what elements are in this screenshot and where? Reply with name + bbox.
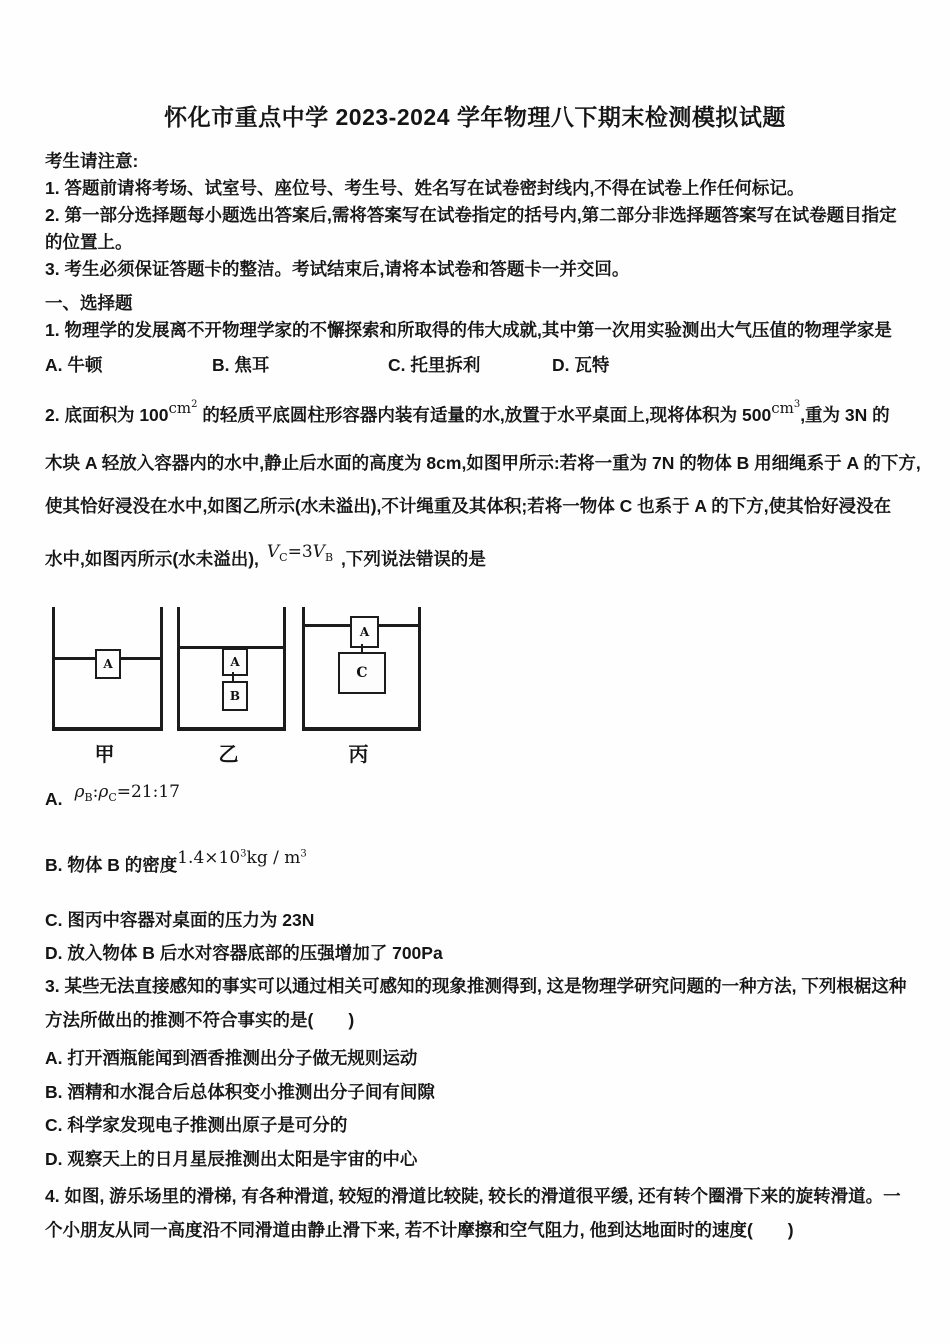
vessel-yi xyxy=(177,607,286,731)
q3-option-c: C. 科学家发现电子推测出原子是可分的 xyxy=(45,1115,348,1135)
q1-option-a: A. 牛顿 xyxy=(45,355,103,375)
q2-option-b-label: B. 物体 B 的密度 xyxy=(45,855,178,875)
q2-stem-line-1 xyxy=(45,399,905,427)
q3-option-a: A. 打开酒瓶能闻到酒香推测出分子做无规则运动 xyxy=(45,1048,418,1068)
q2-option-b-formula xyxy=(177,848,307,868)
formula-rho1: ρ xyxy=(74,782,85,802)
q2-stem-line-2: 木块 A 轻放入容器内的水中,静止后水面的高度为 8cm,如图甲所示:若将一重为 7N 的物体 B 用细绳系于 A 的下方, xyxy=(45,453,921,473)
q3-option-b: B. 酒精和水混合后总体积变小推测出分子间有间隙 xyxy=(45,1082,435,1102)
q2-option-c: C. 图丙中容器对桌面的压力为 23N xyxy=(45,910,315,930)
q2-stem-text: 的轻质平底圆柱形容器内装有适量的水,放置于水平桌面上,现将体积为 500 xyxy=(197,405,772,425)
notice-heading: 考生请注意: xyxy=(45,151,139,171)
figure-label-yi: 乙 xyxy=(218,744,239,766)
figure-label-jia: 甲 xyxy=(94,744,115,766)
formula-v1: V xyxy=(266,542,280,562)
q2-option-a-formula xyxy=(75,782,181,802)
formula-exp2: 3 xyxy=(300,848,307,860)
block-c: C xyxy=(338,652,386,694)
formula-ratio: =21:17 xyxy=(116,782,180,802)
q3-stem-line-1: 3. 某些无法直接感知的事实可以通过相关可感知的现象推测得到, 这是物理学研究问题的一种方法, 下列根椐这种 xyxy=(45,976,907,996)
q2-option-b xyxy=(45,848,905,877)
block-b: B xyxy=(222,681,248,711)
q2-stem-line-4 xyxy=(45,542,905,573)
q2-area-unit xyxy=(169,399,198,417)
q2-stem-text: ,重为 3N 的 xyxy=(800,405,890,425)
q1-options xyxy=(45,354,905,376)
q2-stem-text: ,下列说法错误的是 xyxy=(341,549,486,569)
q1-option-d: D. 瓦特 xyxy=(552,355,610,375)
q2-option-a xyxy=(45,782,905,813)
q2-volume-unit-exp: 3 xyxy=(793,399,801,410)
notice-line-3: 3. 考生必须保证答题卡的整洁。考试结束后,请将本试卷和答题卡一并交回。 xyxy=(45,259,630,279)
q2-volume-unit-base: cm xyxy=(771,399,794,417)
formula-v1-sub: C xyxy=(279,551,288,564)
q2-volume-unit xyxy=(771,399,800,417)
q2-stem-line-3: 使其恰好浸没在水中,如图乙所示(水未溢出),不计绳重及其体积;若将一物体 C 也系于 A 的下方,使其恰好浸没在 xyxy=(45,496,892,516)
q2-option-a-label: A. xyxy=(45,789,63,809)
q3-stem-line-2: 方法所做出的推测不符合事实的是( ) xyxy=(45,1010,355,1030)
q2-figure xyxy=(45,604,905,769)
q1-option-b: B. 焦耳 xyxy=(212,355,270,375)
q1-stem: 1. 物理学的发展离不开物理学家的不懈探索和所取得的伟大成就,其中第一次用实验测出大气压值的物理学家是 xyxy=(45,320,892,340)
q4-stem-line-1: 4. 如图, 游乐场里的滑梯, 有各种滑道, 较短的滑道比较陡, 较长的滑道很平缓, 还有转个圈滑下来的旋转滑道。一 xyxy=(45,1186,901,1206)
q3-option-d: D. 观察天上的日月星辰推测出太阳是宇宙的中心 xyxy=(45,1149,418,1169)
formula-colon: : xyxy=(92,782,99,802)
figure-label-bing: 丙 xyxy=(348,744,369,766)
section-heading: 一、选择题 xyxy=(45,293,133,313)
block-a: A xyxy=(350,616,379,648)
formula-v2-sub: B xyxy=(324,551,334,564)
q2-volume-formula xyxy=(267,542,333,562)
formula-rho1-sub: B xyxy=(84,791,93,804)
formula-v2: V xyxy=(312,542,325,562)
q2-area-unit-exp: 2 xyxy=(191,399,198,410)
q2-option-d: D. 放入物体 B 后水对容器底部的压强增加了 700Pa xyxy=(45,943,443,963)
q2-stem-text: 2. 底面积为 100 xyxy=(45,405,169,425)
q2-area-unit-base: cm xyxy=(168,399,192,417)
formula-rho2-sub: C xyxy=(108,791,117,804)
formula-density-value: 1.4×10 xyxy=(177,848,241,868)
vessel-jia xyxy=(52,607,163,731)
q2-stem-text: 水中,如图丙所示(水未溢出), xyxy=(45,549,259,569)
block-a: A xyxy=(95,649,121,679)
page-title: 怀化市重点中学 2023-2024 学年物理八下期末检测模拟试题 xyxy=(164,104,786,130)
notice-line-2: 2. 第一部分选择题每小题选出答案后,需将答案写在试卷指定的括号内,第二部分非选择题答案写在试卷题目指定 xyxy=(45,205,897,225)
block-a: A xyxy=(222,648,248,676)
vessel-bing xyxy=(302,607,421,731)
formula-exp1: 3 xyxy=(240,848,247,860)
page-content xyxy=(0,102,950,1241)
string xyxy=(361,644,363,652)
notice-line-1: 1. 答题前请将考场、试室号、座位号、考生号、姓名写在试卷密封线内,不得在试卷上作任何标记。 xyxy=(45,178,805,198)
string xyxy=(232,672,234,681)
notice-line-2-cont: 的位置上。 xyxy=(45,232,133,252)
formula-eq: =3 xyxy=(287,542,313,562)
formula-rho2: ρ xyxy=(98,782,109,802)
q1-option-c: C. 托里拆利 xyxy=(388,355,481,375)
formula-density-unit: kg / m xyxy=(246,848,301,868)
q4-stem-line-2: 个小朋友从同一高度沿不同滑道由静止滑下来, 若不计摩擦和空气阻力, 他到达地面时的速度( ) xyxy=(45,1220,794,1240)
